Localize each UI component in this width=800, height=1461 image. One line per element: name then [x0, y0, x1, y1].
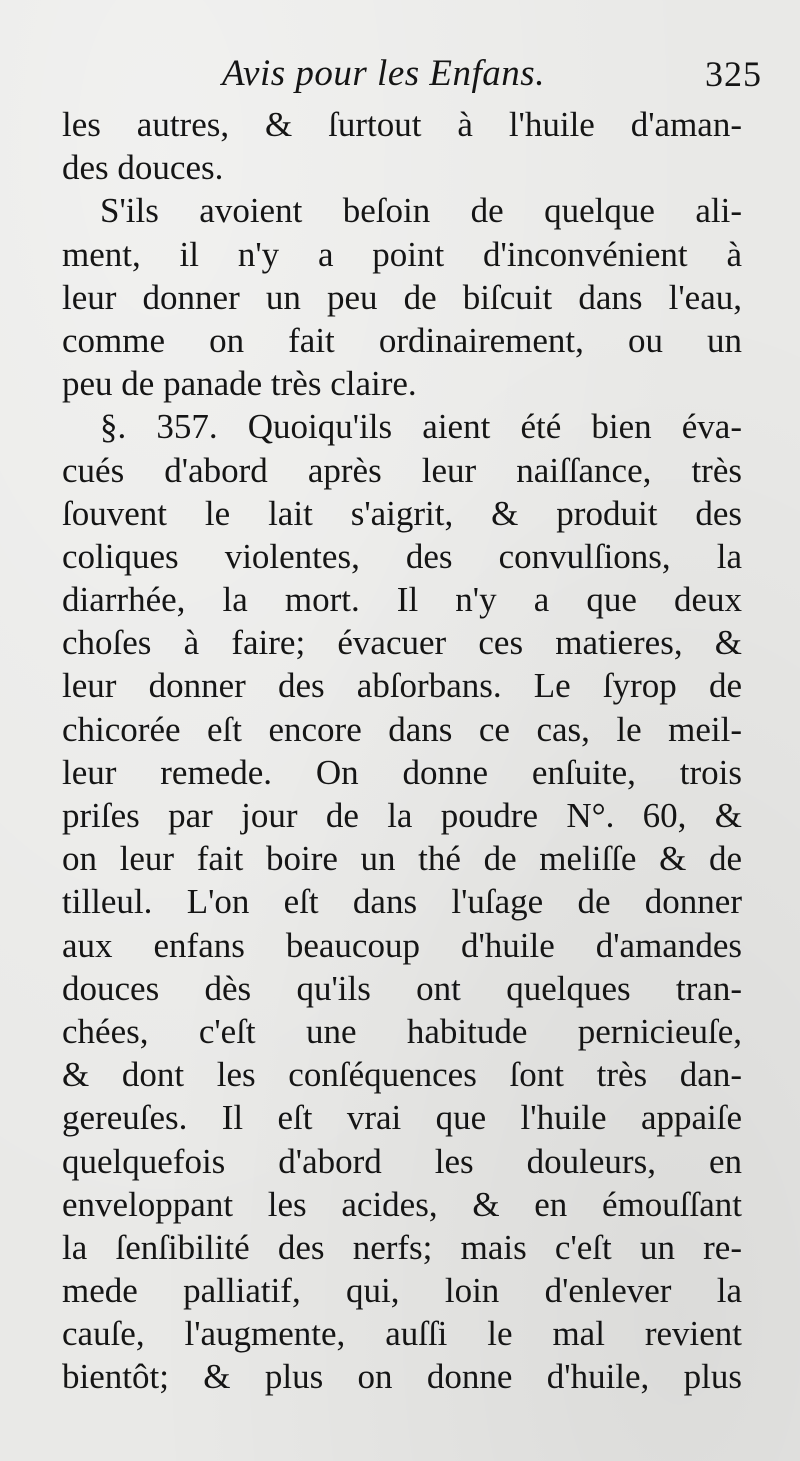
page-number: 325 [705, 54, 762, 94]
text-line: la ſenſibilité des nerfs; mais c'eſt un re- [62, 1227, 742, 1267]
text-line: quelquefois d'abord les douleurs, en [62, 1141, 742, 1181]
text-line: tilleul. L'on eſt dans l'uſage de donner [62, 882, 742, 922]
text-line: ment, il n'y a point d'inconvénient à [62, 234, 742, 274]
text-line: gereuſes. Il eſt vrai que l'huile appaiſe [62, 1098, 742, 1138]
text-line: choſes à faire; évacuer ces matieres, & [62, 623, 742, 663]
text-line: cués d'abord après leur naiſſance, très [62, 450, 742, 490]
text-line: diarrhée, la mort. Il n'y a que deux [62, 580, 742, 620]
text-line: comme on fait ordinairement, ou un [62, 320, 742, 360]
text-line: leur donner des abſorbans. Le ſyrop de [62, 666, 742, 706]
text-line: douces dès qu'ils ont quelques tran- [62, 968, 742, 1008]
text-line: cauſe, l'augmente, auſſi le mal revient [62, 1314, 742, 1354]
text-line: aux enfans beaucoup d'huile d'amandes [62, 925, 742, 965]
body-text [62, 103, 742, 1399]
text-line: chées, c'eſt une habitude pernicieuſe, [62, 1011, 742, 1051]
text-line: peu de panade très claire. [62, 364, 417, 404]
text-line: S'ils avoient beſoin de quelque ali- [100, 191, 742, 231]
text-line: chicorée eſt encore dans ce cas, le meil- [62, 709, 742, 749]
text-line: des douces. [62, 148, 224, 188]
text-line: on leur fait boire un thé de meliſſe & de [62, 839, 742, 879]
text-line: leur remede. On donne enſuite, trois [62, 752, 742, 792]
text-line: §. 357. Quoiqu'ils aient été bien éva- [100, 407, 742, 447]
text-line: bientôt; & plus on donne d'huile, plus [62, 1357, 742, 1397]
text-line: enveloppant les acides, & en émouſſant [62, 1184, 742, 1224]
text-line: les autres, & ſurtout à l'huile d'aman- [62, 105, 742, 144]
text-line: priſes par jour de la poudre N°. 60, & [62, 796, 742, 835]
text-line: coliques violentes, des convulſions, la [62, 536, 742, 576]
text-line: leur donner un peu de biſcuit dans l'eau, [62, 277, 742, 317]
text-line: ſouvent le lait s'aigrit, & produit des [62, 493, 742, 533]
text-line: mede palliatif, qui, loin d'enlever la [62, 1271, 742, 1311]
page-header [222, 46, 762, 102]
text-line: & dont les conſéquences ſont très dan- [62, 1055, 742, 1095]
running-title: Avis pour les Enfans. [222, 53, 545, 94]
